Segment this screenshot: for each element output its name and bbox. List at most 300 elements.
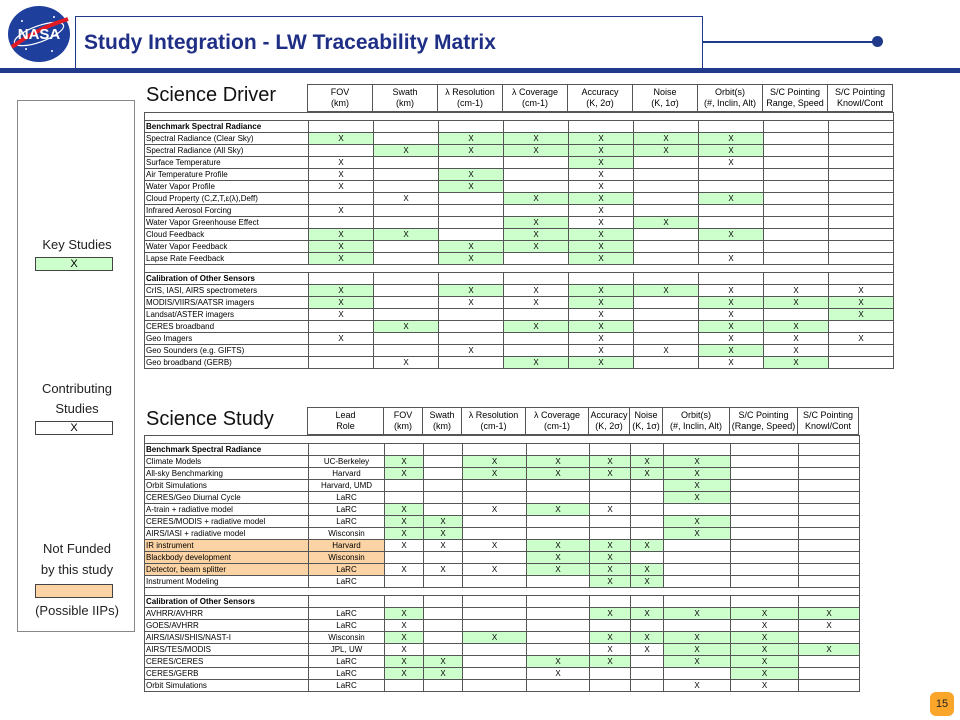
matrix-cell: [439, 205, 504, 217]
matrix-cell: [699, 169, 764, 181]
matrix-cell: [731, 540, 799, 552]
matrix-cell: X: [664, 480, 731, 492]
row-label: Orbit Simulations: [145, 680, 309, 692]
matrix-cell: [424, 468, 463, 480]
logo-text: NASA: [17, 26, 61, 43]
matrix-cell: [634, 357, 699, 369]
matrix-cell: X: [463, 632, 527, 644]
matrix-cell: [634, 333, 699, 345]
matrix-cell: X: [385, 632, 424, 644]
matrix-cell: [309, 193, 374, 205]
matrix-cell: X: [569, 321, 634, 333]
matrix-cell: X: [309, 229, 374, 241]
matrix-cell: X: [699, 357, 764, 369]
study-col-header: Lead Role: [308, 408, 384, 435]
matrix-cell: [374, 157, 439, 169]
matrix-cell: X: [631, 608, 664, 620]
matrix-cell: X: [569, 241, 634, 253]
matrix-cell: X: [699, 333, 764, 345]
matrix-cell: [731, 564, 799, 576]
row-label: Geo Imagers: [145, 333, 309, 345]
driver-col-header: FOV (km): [308, 85, 373, 112]
matrix-cell: X: [385, 528, 424, 540]
row-label: Instrument Modeling: [145, 576, 309, 588]
matrix-cell: [799, 516, 860, 528]
matrix-cell: X: [527, 456, 590, 468]
spacer-row: [145, 265, 894, 273]
matrix-cell: X: [569, 357, 634, 369]
matrix-cell: [731, 552, 799, 564]
section-filler: [504, 273, 569, 285]
lead-role-cell: Wisconsin: [309, 632, 385, 644]
study-col-header: λ Resolution (cm-1): [462, 408, 526, 435]
study-col-header: λ Coverage (cm-1): [526, 408, 589, 435]
matrix-cell: X: [731, 680, 799, 692]
study-row: [145, 564, 860, 576]
matrix-cell: X: [309, 241, 374, 253]
matrix-cell: [664, 540, 731, 552]
section-filler: [764, 273, 829, 285]
study-col-header: S/C Pointing Knowl/Cont: [798, 408, 859, 435]
matrix-cell: X: [664, 456, 731, 468]
driver-row: [145, 205, 894, 217]
row-label: Infrared Aerosol Forcing: [145, 205, 309, 217]
matrix-cell: [634, 193, 699, 205]
row-label: All-sky Benchmarking: [145, 468, 309, 480]
matrix-cell: X: [385, 644, 424, 656]
matrix-cell: [424, 456, 463, 468]
section-filler: [385, 596, 424, 608]
matrix-cell: [731, 480, 799, 492]
matrix-cell: [631, 552, 664, 564]
matrix-cell: X: [374, 357, 439, 369]
matrix-cell: [799, 668, 860, 680]
matrix-cell: [764, 309, 829, 321]
matrix-cell: X: [439, 345, 504, 357]
matrix-cell: X: [829, 297, 894, 309]
matrix-cell: X: [385, 540, 424, 552]
row-label: Blackbody development: [145, 552, 309, 564]
study-row: [145, 468, 860, 480]
study-table: [144, 435, 860, 692]
matrix-cell: [463, 644, 527, 656]
matrix-cell: X: [385, 456, 424, 468]
lead-role-cell: Wisconsin: [309, 528, 385, 540]
matrix-cell: [829, 157, 894, 169]
matrix-cell: X: [569, 345, 634, 357]
row-label: Water Vapor Feedback: [145, 241, 309, 253]
matrix-cell: X: [829, 285, 894, 297]
matrix-cell: X: [699, 321, 764, 333]
matrix-cell: X: [590, 656, 631, 668]
matrix-cell: [309, 357, 374, 369]
matrix-cell: X: [463, 456, 527, 468]
matrix-cell: X: [764, 333, 829, 345]
matrix-cell: X: [527, 468, 590, 480]
lead-role-cell: LaRC: [309, 680, 385, 692]
driver-row: [145, 133, 894, 145]
page-number: 15: [930, 692, 954, 716]
matrix-cell: X: [590, 540, 631, 552]
lead-role-cell: UC-Berkeley: [309, 456, 385, 468]
legend-key-label: Key Studies: [42, 237, 112, 252]
matrix-cell: [424, 576, 463, 588]
matrix-cell: [699, 241, 764, 253]
section-filler: [731, 444, 799, 456]
matrix-cell: [374, 345, 439, 357]
matrix-cell: X: [385, 620, 424, 632]
matrix-cell: [829, 217, 894, 229]
matrix-cell: X: [439, 253, 504, 265]
driver-col-header: Orbit(s) (#, Inclin, Alt): [698, 85, 763, 112]
legend-nf-swatch: [35, 584, 113, 598]
section-filler: [634, 121, 699, 133]
matrix-cell: [374, 169, 439, 181]
matrix-cell: X: [731, 608, 799, 620]
row-label: Spectral Radiance (All Sky): [145, 145, 309, 157]
matrix-cell: X: [664, 632, 731, 644]
matrix-cell: [634, 205, 699, 217]
matrix-cell: X: [504, 193, 569, 205]
matrix-cell: X: [731, 644, 799, 656]
row-label: GOES/AVHRR: [145, 620, 309, 632]
matrix-cell: [631, 504, 664, 516]
matrix-cell: [385, 480, 424, 492]
matrix-cell: [385, 552, 424, 564]
driver-row: [145, 321, 894, 333]
matrix-cell: [385, 680, 424, 692]
matrix-cell: [731, 504, 799, 516]
section-filler: [664, 596, 731, 608]
study-row: [145, 516, 860, 528]
driver-col-header: Accuracy (K, 2σ): [568, 85, 633, 112]
lead-role-cell: Harvard: [309, 468, 385, 480]
study-row: [145, 540, 860, 552]
matrix-cell: [424, 620, 463, 632]
matrix-cell: [309, 321, 374, 333]
matrix-cell: [463, 668, 527, 680]
matrix-cell: [309, 345, 374, 357]
matrix-cell: X: [309, 133, 374, 145]
lead-role-cell: LaRC: [309, 656, 385, 668]
matrix-cell: X: [590, 608, 631, 620]
row-label: Orbit Simulations: [145, 480, 309, 492]
matrix-cell: [527, 632, 590, 644]
matrix-cell: [731, 492, 799, 504]
matrix-cell: X: [463, 468, 527, 480]
legend-panel: [17, 100, 135, 632]
matrix-cell: X: [664, 516, 731, 528]
matrix-cell: X: [439, 241, 504, 253]
matrix-cell: X: [590, 644, 631, 656]
matrix-cell: [634, 321, 699, 333]
study-row: [145, 504, 860, 516]
row-label: Water Vapor Greenhouse Effect: [145, 217, 309, 229]
matrix-cell: [829, 357, 894, 369]
matrix-cell: [463, 576, 527, 588]
matrix-cell: X: [664, 656, 731, 668]
matrix-cell: X: [569, 333, 634, 345]
matrix-cell: X: [634, 285, 699, 297]
section-filler: [699, 121, 764, 133]
section-filler: [590, 596, 631, 608]
study-row: [145, 632, 860, 644]
matrix-cell: X: [699, 309, 764, 321]
matrix-cell: X: [569, 229, 634, 241]
section-filler: [374, 273, 439, 285]
matrix-cell: [731, 456, 799, 468]
matrix-cell: X: [764, 297, 829, 309]
matrix-cell: [634, 241, 699, 253]
matrix-cell: X: [439, 297, 504, 309]
matrix-cell: [504, 253, 569, 265]
matrix-cell: [527, 680, 590, 692]
matrix-cell: [463, 552, 527, 564]
matrix-cell: X: [527, 540, 590, 552]
matrix-cell: [799, 680, 860, 692]
study-title: Science Study: [146, 408, 274, 430]
matrix-cell: [463, 480, 527, 492]
matrix-cell: [799, 468, 860, 480]
legend-contrib-label-1: Contributing: [41, 381, 113, 396]
study-row: [145, 680, 860, 692]
driver-col-header: λ Resolution (cm-1): [438, 85, 503, 112]
matrix-cell: X: [764, 345, 829, 357]
matrix-cell: [309, 145, 374, 157]
matrix-cell: X: [631, 564, 664, 576]
section-filler: [631, 596, 664, 608]
matrix-cell: X: [764, 285, 829, 297]
matrix-cell: X: [699, 133, 764, 145]
legend-contrib-swatch: X: [35, 421, 113, 435]
matrix-cell: X: [764, 321, 829, 333]
matrix-cell: [829, 205, 894, 217]
lead-role-cell: LaRC: [309, 668, 385, 680]
matrix-cell: X: [424, 516, 463, 528]
matrix-cell: [731, 528, 799, 540]
matrix-cell: X: [829, 309, 894, 321]
matrix-cell: X: [527, 552, 590, 564]
section-filler: [424, 444, 463, 456]
matrix-cell: X: [527, 504, 590, 516]
matrix-cell: [374, 181, 439, 193]
row-label: CERES/GERB: [145, 668, 309, 680]
title-rule: [703, 41, 878, 43]
matrix-cell: X: [374, 145, 439, 157]
driver-row: [145, 157, 894, 169]
matrix-cell: [764, 181, 829, 193]
matrix-cell: [634, 297, 699, 309]
driver-col-header: λ Coverage (cm-1): [503, 85, 568, 112]
section-filler: [527, 596, 590, 608]
matrix-cell: [731, 576, 799, 588]
matrix-cell: X: [631, 456, 664, 468]
matrix-cell: X: [527, 564, 590, 576]
matrix-cell: [463, 608, 527, 620]
matrix-cell: X: [731, 620, 799, 632]
lead-role-cell: LaRC: [309, 516, 385, 528]
matrix-cell: [439, 309, 504, 321]
matrix-cell: [664, 668, 731, 680]
matrix-cell: [374, 205, 439, 217]
matrix-cell: [799, 456, 860, 468]
matrix-cell: X: [664, 608, 731, 620]
row-label: Cloud Feedback: [145, 229, 309, 241]
matrix-cell: [504, 169, 569, 181]
row-label: IR instrument: [145, 540, 309, 552]
matrix-cell: [424, 492, 463, 504]
matrix-cell: [590, 480, 631, 492]
matrix-cell: [764, 133, 829, 145]
lead-role-cell: LaRC: [309, 620, 385, 632]
matrix-cell: X: [385, 564, 424, 576]
matrix-cell: X: [569, 145, 634, 157]
study-row: [145, 620, 860, 632]
driver-col-header: S/C Pointing Knowl/Cont: [828, 85, 893, 112]
matrix-cell: X: [385, 668, 424, 680]
matrix-cell: [631, 620, 664, 632]
matrix-cell: [527, 576, 590, 588]
driver-row: [145, 345, 894, 357]
matrix-cell: X: [439, 181, 504, 193]
matrix-cell: [439, 229, 504, 241]
matrix-cell: X: [764, 357, 829, 369]
matrix-cell: [664, 504, 731, 516]
matrix-cell: X: [374, 229, 439, 241]
matrix-cell: X: [309, 169, 374, 181]
matrix-cell: X: [731, 668, 799, 680]
study-row: [145, 480, 860, 492]
row-label: Water Vapor Profile: [145, 181, 309, 193]
section-filler: [634, 273, 699, 285]
section-filler: [504, 121, 569, 133]
row-label: Landsat/ASTER imagers: [145, 309, 309, 321]
row-label: Climate Models: [145, 456, 309, 468]
driver-row: [145, 229, 894, 241]
matrix-cell: X: [504, 297, 569, 309]
row-label: CERES/CERES: [145, 656, 309, 668]
matrix-cell: [374, 297, 439, 309]
matrix-cell: [463, 516, 527, 528]
study-row: [145, 456, 860, 468]
matrix-cell: X: [439, 133, 504, 145]
title-dot: [872, 36, 883, 47]
matrix-cell: [590, 492, 631, 504]
matrix-cell: X: [527, 668, 590, 680]
matrix-cell: X: [569, 169, 634, 181]
matrix-cell: X: [439, 285, 504, 297]
study-row: [145, 668, 860, 680]
matrix-cell: [799, 656, 860, 668]
matrix-cell: X: [699, 145, 764, 157]
row-label: AVHRR/AVHRR: [145, 608, 309, 620]
matrix-cell: [631, 528, 664, 540]
matrix-cell: [634, 253, 699, 265]
matrix-cell: X: [569, 181, 634, 193]
spacer-row: [145, 588, 860, 596]
matrix-cell: X: [569, 205, 634, 217]
matrix-cell: X: [799, 620, 860, 632]
matrix-cell: X: [699, 345, 764, 357]
matrix-cell: X: [699, 157, 764, 169]
matrix-cell: [590, 516, 631, 528]
matrix-cell: [829, 169, 894, 181]
driver-row: [145, 285, 894, 297]
matrix-cell: [799, 632, 860, 644]
matrix-cell: [664, 576, 731, 588]
matrix-cell: [799, 504, 860, 516]
matrix-cell: X: [463, 540, 527, 552]
matrix-cell: [764, 253, 829, 265]
matrix-cell: [439, 157, 504, 169]
matrix-cell: X: [590, 564, 631, 576]
matrix-cell: [634, 157, 699, 169]
matrix-cell: X: [504, 357, 569, 369]
row-label: Lapse Rate Feedback: [145, 253, 309, 265]
study-col-header: Swath (km): [423, 408, 462, 435]
section-filler: [631, 444, 664, 456]
matrix-cell: X: [631, 632, 664, 644]
matrix-cell: [463, 656, 527, 668]
row-label: AIRS/IASI + radiative model: [145, 528, 309, 540]
matrix-cell: [439, 217, 504, 229]
study-col-header: Accuracy (K, 2σ): [589, 408, 630, 435]
matrix-cell: X: [664, 492, 731, 504]
lead-role-cell: Harvard, UMD: [309, 480, 385, 492]
matrix-cell: [631, 680, 664, 692]
row-label: Spectral Radiance (Clear Sky): [145, 133, 309, 145]
matrix-cell: X: [590, 576, 631, 588]
section-filler: [374, 121, 439, 133]
lead-role-cell: JPL, UW: [309, 644, 385, 656]
section-filler: [731, 596, 799, 608]
matrix-cell: [829, 193, 894, 205]
matrix-cell: [424, 608, 463, 620]
matrix-cell: X: [699, 193, 764, 205]
matrix-cell: X: [569, 193, 634, 205]
matrix-cell: [634, 181, 699, 193]
matrix-cell: [799, 540, 860, 552]
driver-row: [145, 253, 894, 265]
matrix-cell: X: [527, 656, 590, 668]
matrix-cell: [424, 680, 463, 692]
matrix-cell: X: [439, 169, 504, 181]
matrix-cell: X: [569, 133, 634, 145]
matrix-cell: [829, 241, 894, 253]
section-filler: [569, 273, 634, 285]
matrix-cell: X: [590, 468, 631, 480]
matrix-cell: [504, 205, 569, 217]
lead-role-cell: LaRC: [309, 492, 385, 504]
matrix-cell: [504, 157, 569, 169]
matrix-cell: X: [504, 229, 569, 241]
matrix-cell: X: [309, 205, 374, 217]
matrix-cell: X: [385, 504, 424, 516]
matrix-cell: [527, 608, 590, 620]
matrix-cell: [799, 528, 860, 540]
matrix-cell: [424, 552, 463, 564]
study-col-header: Noise (K, 1σ): [630, 408, 663, 435]
matrix-cell: [829, 253, 894, 265]
matrix-cell: X: [631, 540, 664, 552]
matrix-cell: X: [463, 504, 527, 516]
matrix-cell: [829, 345, 894, 357]
driver-table: [144, 112, 894, 369]
matrix-cell: [699, 217, 764, 229]
legend-nf-label-3: (Possible IIPs): [35, 603, 119, 618]
matrix-cell: [527, 516, 590, 528]
section-filler: [664, 444, 731, 456]
